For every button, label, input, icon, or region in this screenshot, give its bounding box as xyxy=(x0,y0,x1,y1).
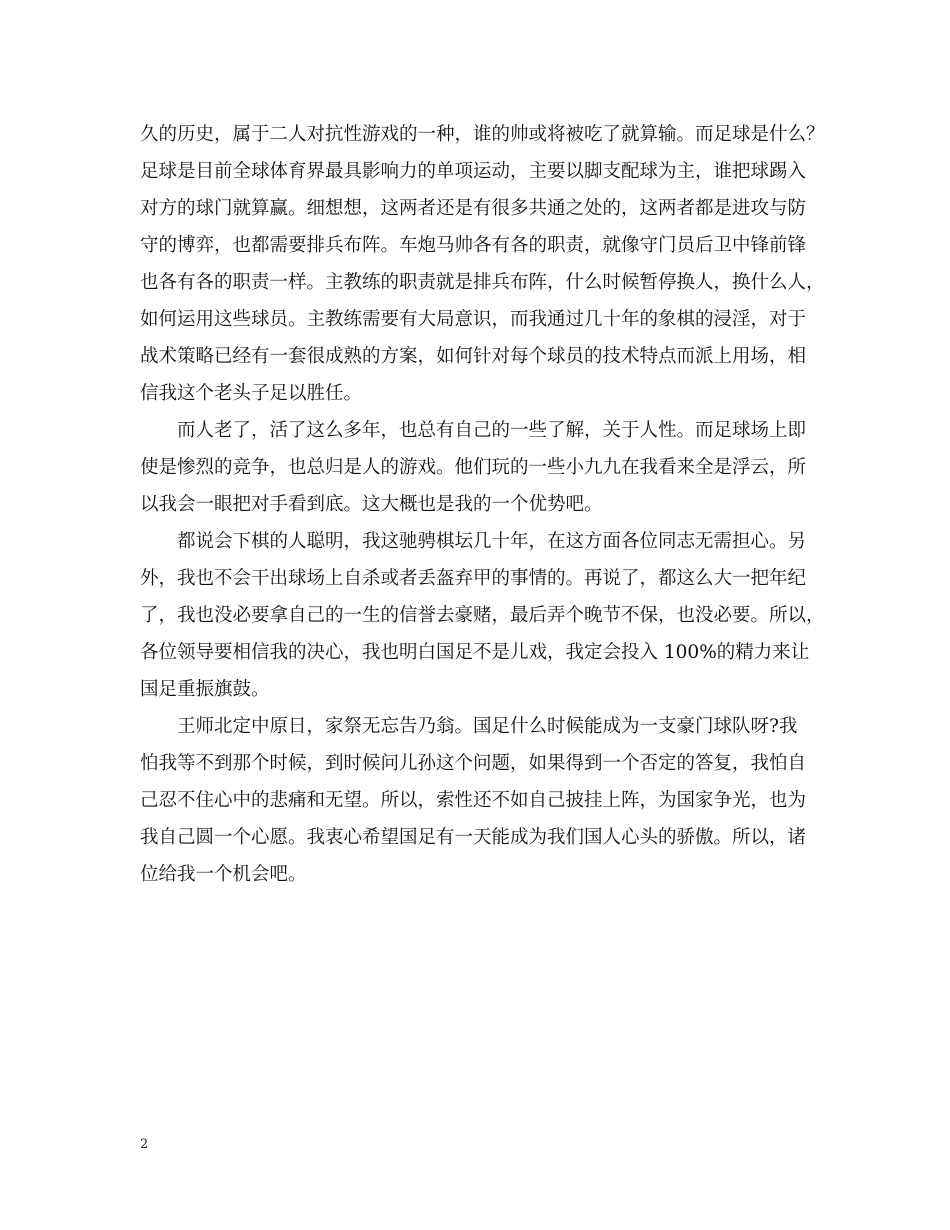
text-line: 足球是目前全球体育界最具影响力的单项运动，主要以脚支配球为主，谁把球踢入 xyxy=(140,161,807,182)
text-line: 战术策略已经有一套很成熟的方案，如何针对每个球员的技术特点而派上用场，相 xyxy=(140,346,807,367)
document-body xyxy=(140,116,830,893)
text-line: 守的博弈，也都需要排兵布阵。车炮马帅各有各的职责，就像守门员后卫中锋前锋 xyxy=(140,235,807,256)
text-line: 了，我也没必要拿自己的一生的信誉去豪赌，最后弄个晚节不保，也没必要。所以， xyxy=(140,605,825,626)
text-line: 己忍不住心中的悲痛和无望。所以，索性还不如自己披挂上阵，为国家争光，也为 xyxy=(140,790,807,811)
text-line: 位给我一个机会吧。 xyxy=(140,864,307,885)
text-line: 以我会一眼把对手看到底。这大概也是我的一个优势吧。 xyxy=(140,494,603,515)
text-line: 各位领导要相信我的决心，我也明白国足不是儿戏，我定会投入 100%的精力来让 xyxy=(140,642,810,663)
paragraph-first-line: 王师北定中原日，家祭无忘告乃翁。国足什么时候能成为一支豪门球队呀?我 xyxy=(177,716,798,737)
text-line: 如何运用这些球员。主教练需要有大局意识，而我通过几十年的象棋的浸淫，对于 xyxy=(140,309,807,330)
text-line: 国足重振旗鼓。 xyxy=(140,679,270,700)
text-line: 也各有各的职责一样。主教练的职责就是排兵布阵，什么时候暂停换人，换什么人， xyxy=(140,272,825,293)
paragraph-first-line: 都说会下棋的人聪明，我这驰骋棋坛几十年，在这方面各位同志无需担心。另 xyxy=(177,531,807,552)
text-line: 使是惨烈的竞争，也总归是人的游戏。他们玩的一些小九九在我看来全是浮云，所 xyxy=(140,457,807,478)
text-line: 外，我也不会干出球场上自杀或者丢盔弃甲的事情的。再说了，都这么大一把年纪 xyxy=(140,568,807,589)
paragraph-first-line: 而人老了，活了这么多年，也总有自己的一些了解，关于人性。而足球场上即 xyxy=(177,420,807,441)
text-line: 怕我等不到那个时候，到时候问儿孙这个问题，如果得到一个否定的答复，我怕自 xyxy=(140,753,807,774)
text-line: 我自己圆一个心愿。我衷心希望国足有一天能成为我们国人心头的骄傲。所以，诸 xyxy=(140,827,807,848)
text-line: 久的历史，属于二人对抗性游戏的一种，谁的帅或将被吃了就算输。而足球是什么？ xyxy=(140,124,825,145)
text-line: 信我这个老头子足以胜任。 xyxy=(140,383,363,404)
page-number: 2 xyxy=(140,1137,149,1152)
text-line: 对方的球门就算赢。细想想，这两者还是有很多共通之处的，这两者都是进攻与防 xyxy=(140,198,807,219)
